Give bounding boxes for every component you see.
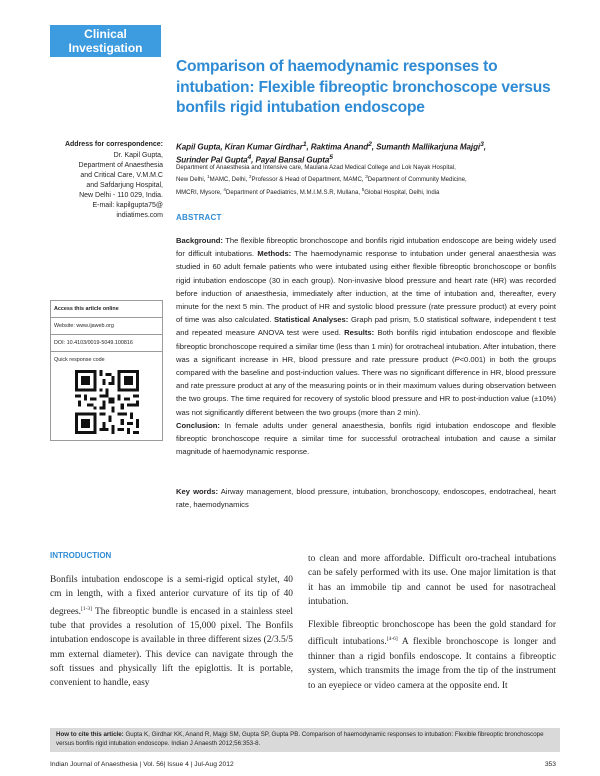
- qr-label: Quick response code: [54, 357, 105, 363]
- paragraph: [50, 573, 293, 691]
- affiliation-text: Professor & Head of Department, MAMC,: [251, 176, 366, 184]
- keywords-text: Airway management, blood pressure, intubation, bronchoscopy, endoscopes, endotracheal, heart rate, haemodynamics: [176, 487, 556, 509]
- reference-link[interactable]: [4-6]: [386, 636, 398, 643]
- author-sep: ,: [371, 142, 377, 152]
- abstract-background: The flexible fibreoptic bronchoscope and bonfils rigid intubation endoscope are being widely used for difficult intubations.: [176, 236, 556, 259]
- abstract-results: Both bonfils rigid intubation endoscope and flexible fibreoptic bronchoscope required a similar time (less than 1 min) for orotracheal intubation. After intubation, there was a significant increase in HR, blood pressure and rate pressure product (: [176, 328, 556, 364]
- abstract-conclusion: In female adults under general anaesthesia, bonfils rigid intubation endoscope and flexible fibreoptic bronchoscope require a similar time for successful orotracheal intubation and cause a similar magnitude of haemodynamic response.: [176, 420, 556, 457]
- reference-link[interactable]: [1-3]: [80, 605, 92, 612]
- paragraph: to clean and more affordable. Difficult oro-tracheal intubations can be safely performed with its use. One major limitation is that it has an immobile tip and cannot be used for nasotracheal intubation.: [308, 554, 556, 607]
- author-sup: 3: [480, 141, 484, 148]
- author-name: Kiran Kumar Girdhar: [224, 142, 303, 152]
- paragraph-text: Flexible fibreoptic bronchoscope has been the gold standard for difficult intubations.: [308, 620, 556, 648]
- journal-info: Indian Journal of Anaesthesia | Vol. 56| Issue 4 | Jul-Aug 2012: [50, 761, 234, 768]
- author-sup: 5: [329, 154, 333, 162]
- affiliation-text: MMCRI, Mysore,: [176, 188, 224, 196]
- section-badge-line2: Investigation: [68, 41, 143, 55]
- author-name: Sumanth Mallikarjuna Majgi: [376, 142, 481, 152]
- affiliation-text: New Delhi,: [176, 176, 208, 184]
- author-name: Kapil Gupta: [176, 142, 221, 152]
- author-sep: ,: [251, 155, 256, 165]
- correspondence-line: New Delhi - 110 029, India.: [79, 192, 163, 199]
- keywords: [176, 486, 556, 511]
- access-article-box: [50, 300, 163, 441]
- affiliation-text: Global Hospital, Delhi, India: [364, 188, 440, 196]
- correspondence-line: Dr. Kapil Gupta,: [113, 152, 163, 159]
- abstract-label-results: Results:: [344, 328, 375, 338]
- affiliations: [176, 163, 566, 197]
- page-number: 353: [544, 761, 556, 768]
- author-name: Surinder Pal Gupta: [176, 155, 248, 165]
- access-heading: Access this article online: [51, 301, 162, 318]
- affiliation-sup: 2: [248, 174, 252, 180]
- qr-code-icon[interactable]: [75, 370, 139, 434]
- affiliation-sup: 3: [365, 174, 368, 180]
- paragraph-text: Bonfils intubation endoscope is a semi-rigid optical stylet, 40 cm in length, with a fixed anterior curvature of its tip of 40 degrees.: [50, 575, 293, 617]
- author-sep: ,: [483, 142, 486, 152]
- correspondence-line: and Safdarjung Hospital,: [86, 182, 163, 189]
- correspondence-line: Department of Anaesthesia: [78, 162, 163, 169]
- affiliation-text: Department of Community Medicine,: [367, 176, 467, 184]
- abstract-label-background: Background:: [176, 236, 223, 245]
- author-sup: 4: [247, 154, 252, 162]
- section-badge-line1: Clinical: [84, 27, 127, 41]
- doi-link[interactable]: DOI: 10.4103/0019-5049.100816: [51, 335, 162, 352]
- author-name: Raktima Anand: [310, 142, 369, 152]
- author-sep: ,: [220, 142, 225, 152]
- abstract-label-conclusion: Conclusion:: [176, 420, 220, 430]
- correspondence-email[interactable]: E-mail: kapilgupta75@: [92, 202, 163, 209]
- keywords-label: Key words:: [176, 487, 219, 496]
- paragraph: [308, 618, 556, 693]
- introduction-heading: INTRODUCTION: [50, 551, 112, 560]
- affiliation-text: Department of Paediatrics, M.M.I.M.S.R, Mullana,: [225, 188, 362, 196]
- body-column-left: [50, 573, 293, 691]
- affiliation-text: MAMC, Delhi,: [209, 176, 249, 184]
- abstract-label-stats: Statistical Analyses:: [274, 315, 349, 325]
- citation-text: Gupta K, Girdhar KK, Anand R, Majgi SM, Gupta SP, Gupta PB. Comparison of haemodynamic responses to intubation: Flexible fibreoptic bronchoscope versus bonfils rigid intubation endoscope. Indian J Anaesth 2012;56:353-8.: [56, 731, 544, 748]
- abstract-stats: Graph pad prism, 5.0 statistical software, independent t test and repeated measure ANOVA test were used.: [176, 315, 556, 338]
- article-title: Comparison of haemodynamic responses to intubation: Flexible fibreoptic bronchoscope versus bonfils rigid intubation endoscope: [176, 58, 551, 116]
- correspondence-line: and Critical Care, V.M.M.C: [80, 172, 163, 179]
- author-sep: ,: [306, 142, 311, 152]
- abstract-results: <0.001) in both the groups compared with the baseline and post-induction values. There was no significant difference in HR, blood pressure and rate pressure product at any of the measuring points or in their maximum values during observation between the two groups. The time required for recovery of systolic blood pressure and HR to post-induction value (±10%) was not significantly different between the two groups (more than 2 min).: [176, 354, 557, 417]
- correspondence-block: [30, 140, 163, 221]
- citation-label: How to cite this article:: [56, 731, 124, 738]
- paragraph-text: The fibreoptic bundle is encased in a stainless steel tube that provides a resolution of 15,000 pixel. The Bonfils intubation endoscope is available in three different sizes (2/3.5/5 mm external diameter). This device can navigate through the soft tissues and physically lift the epiglottis. It is portable, convenient to handle, easy: [50, 606, 293, 689]
- affiliation-sup: 4: [223, 186, 226, 192]
- section-badge: [50, 25, 161, 57]
- website-link[interactable]: Website: www.ijaweb.org: [51, 318, 162, 335]
- abstract-body: [176, 234, 556, 458]
- qr-section: [51, 352, 162, 440]
- affiliation-text: Department of Anaesthesia and Intensive care, Maulana Azad Medical College and Lok Nayak Hospital,: [176, 164, 456, 171]
- author-sup: 1: [302, 141, 307, 148]
- abstract-heading: ABSTRACT: [176, 213, 222, 222]
- abstract-methods: The haemodynamic response to intubation under general anaesthesia was studied in 60 adult female patients who were intubated using either flexible fibreoptic bronchoscope or bonfils rigid intubation endoscope (30 in each group). Non-invasive blood pressure and heart rate (HR) was recorded before induction of anaesthesia, immediately after induction, at the time of intubation and, thereafter, every minute for the next 5 min. The product of HR and systolic blood pressure (rate pressure product) at every point of time was also calculated.: [176, 249, 556, 325]
- affiliation-sup: 5: [361, 186, 365, 192]
- paragraph-text: A flexible bronchoscope is longer and thinner than a rigid bonfils endoscope. It contains a fibreoptic system, which transmits the image from the tip of the instrument to an eyepiece or video camera at the opposite end. It: [308, 637, 556, 691]
- citation-box: [50, 728, 560, 752]
- body-column-right: [308, 552, 556, 693]
- author-sup: 2: [368, 141, 372, 148]
- affiliation-sup: 1: [207, 174, 210, 180]
- correspondence-email[interactable]: indiatimes.com: [116, 212, 163, 219]
- author-name: Payal Bansal Gupta: [255, 155, 330, 165]
- abstract-p-value: P: [454, 354, 460, 364]
- abstract-label-methods: Methods:: [257, 249, 292, 259]
- correspondence-label: Address for correspondence:: [64, 141, 163, 148]
